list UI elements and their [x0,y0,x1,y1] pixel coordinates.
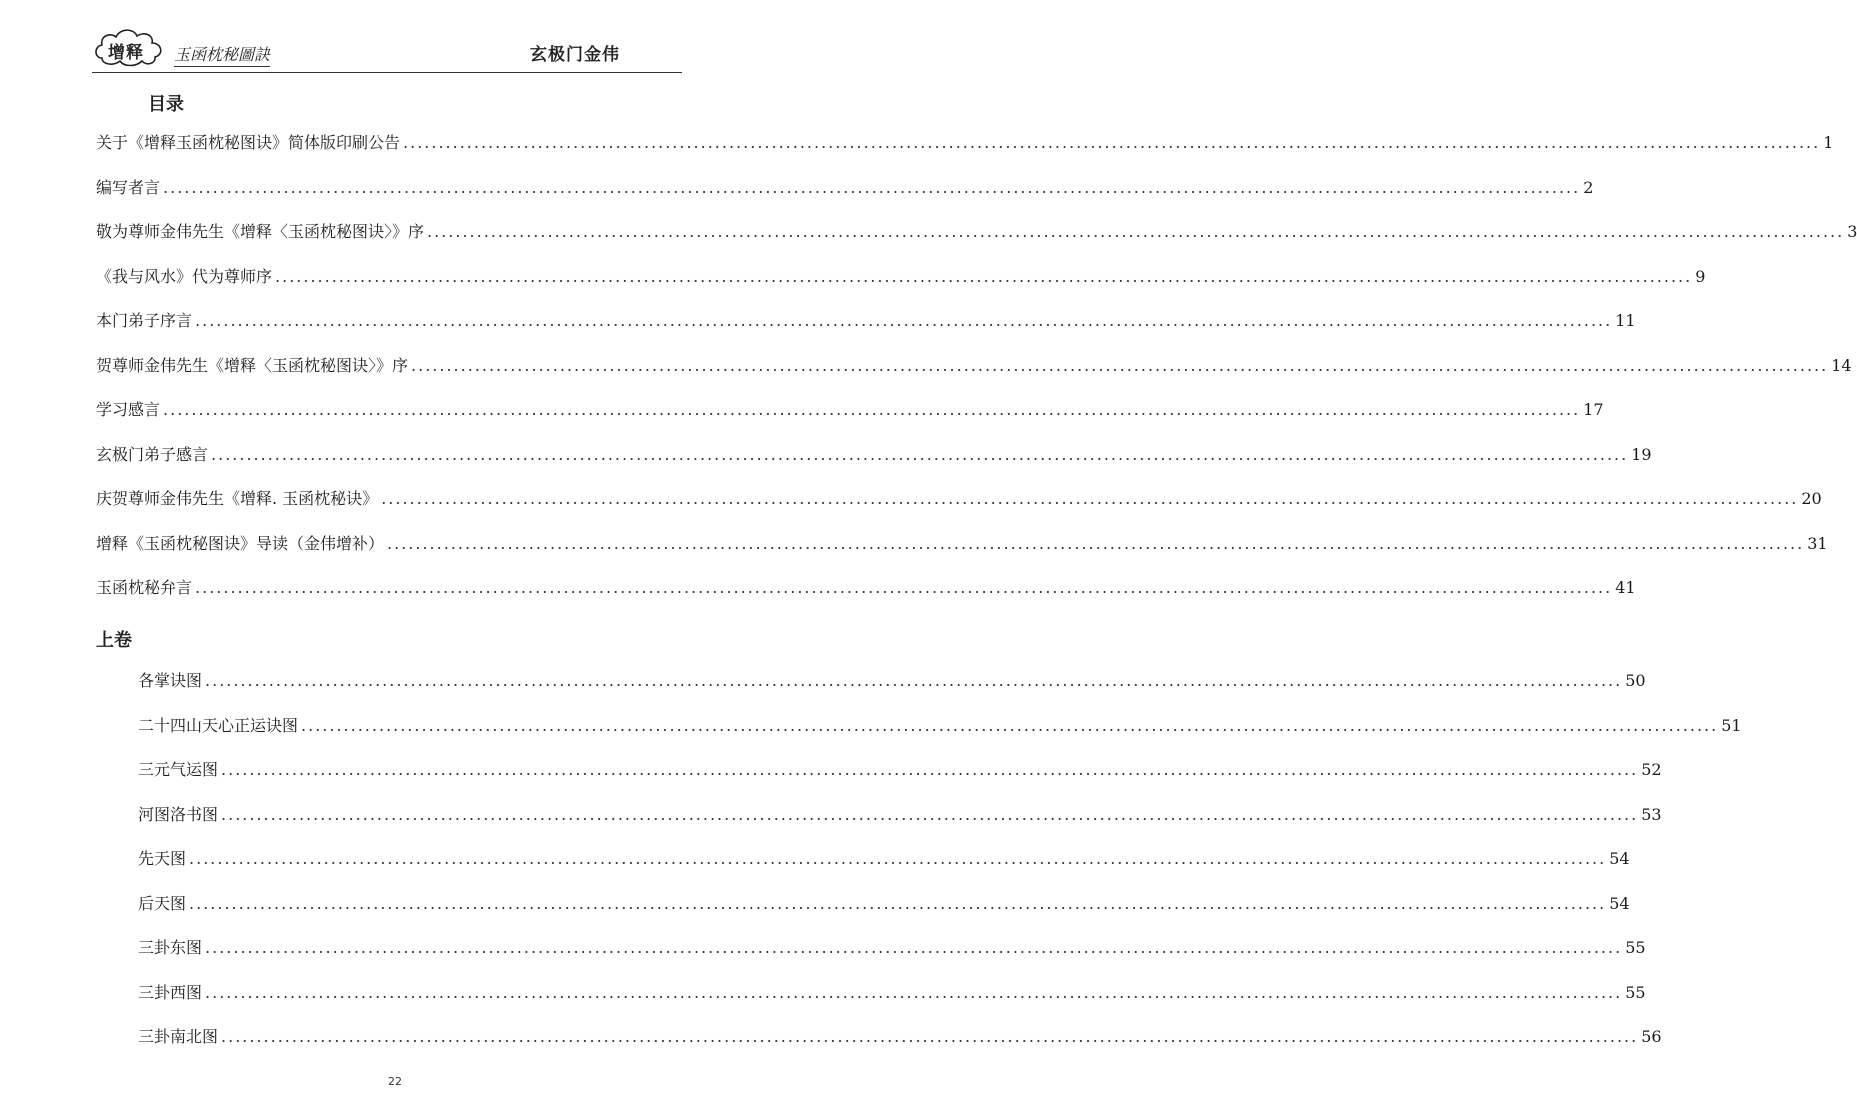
toc-leader-dots: ........................................................................................................................................................................................................ [411,355,1829,375]
toc-entry[interactable] [138,753,1662,781]
toc-entry[interactable] [96,438,1652,466]
toc-entry[interactable] [138,842,1630,870]
toc-entry-title: 《我与风水》代为尊师序 [96,266,273,286]
toc-entry[interactable] [96,260,1706,288]
toc-entry[interactable] [96,126,1834,154]
toc-leader-dots: ........................................................................................................................................................................................................ [221,760,1639,779]
toc-entry-page: 31 [1807,533,1828,553]
toc-entry-title: 三卦东图 [138,938,203,957]
toc-entry-title: 三卦西图 [138,982,203,1002]
toc-entry-title: 三卦南北图 [138,1027,219,1046]
toc-leader-dots: ........................................................................................................................................................................................................ [211,444,1629,464]
toc-entry[interactable] [96,482,1822,510]
toc-entry-title: 本门弟子序言 [96,311,193,330]
toc-entry-page: 55 [1625,982,1646,1002]
toc-entry-page: 53 [1641,804,1662,824]
toc-leader-dots: ........................................................................................................................................................................................................ [403,133,1821,152]
toc-entry-page: 56 [1641,1027,1662,1046]
toc-entry[interactable] [138,1020,1662,1048]
toc-entry[interactable] [138,664,1646,692]
toc-leader-dots: ........................................................................................................................................................................................................ [189,849,1607,868]
toc-leader-dots: ........................................................................................................................................................................................................ [205,938,1623,957]
toc-entry-page: 41 [1615,578,1636,597]
toc-leader-dots: ........................................................................................................................................................................................................ [387,533,1805,553]
toc-entry-page: 51 [1721,715,1742,735]
toc-entry-title: 三元气运图 [138,760,219,779]
toc-entry-title: 河图洛书图 [138,804,219,824]
toc-entry-page: 54 [1609,849,1630,868]
toc-leader-dots: ........................................................................................................................................................................................................ [221,1027,1639,1046]
toc-entry[interactable] [138,931,1646,959]
logo-mark-text: 增释 [108,43,144,63]
toc-entry[interactable] [96,171,1594,199]
toc-leader-dots: ........................................................................................................................................................................................................ [189,893,1607,913]
toc-entry-title: 学习感言 [96,400,161,419]
toc-leader-dots: ........................................................................................................................................................................................................ [163,177,1581,197]
toc-entry-page: 17 [1583,400,1604,419]
header-rule [92,72,682,73]
toc-entry-title: 各掌诀图 [138,671,203,690]
toc-entry-title: 后天图 [138,893,187,913]
toc-entry[interactable] [96,527,1828,555]
toc-entry[interactable] [138,887,1630,915]
toc-entry[interactable] [96,349,1852,377]
toc-entry-title: 关于《增释玉函枕秘图诀》简体版印刷公告 [96,133,401,152]
toc-entry[interactable] [96,393,1604,421]
book-logo [92,22,332,72]
toc-leader-dots: ........................................................................................................................................................................................................ [381,489,1799,508]
toc-leader-dots: ........................................................................................................................................................................................................ [205,671,1623,690]
page-header [0,0,790,80]
toc-entry[interactable] [96,304,1636,332]
toc-entry-title: 编写者言 [96,177,161,197]
toc-entry[interactable] [96,571,1636,599]
author-name: 玄极门金伟 [530,45,620,65]
toc-entry-page: 19 [1631,444,1652,464]
toc-entry-title: 先天图 [138,849,187,868]
toc-entry-title: 二十四山天心正运诀图 [138,715,299,735]
toc-entry-title: 贺尊师金伟先生《增释〈玉函枕秘图诀〉》序 [96,355,409,375]
toc-entry-title: 庆贺尊师金伟先生《增释. 玉函枕秘诀》 [96,489,379,508]
toc-entry[interactable] [138,709,1742,737]
page-number: 22 [388,1075,402,1088]
toc-leader-dots: ........................................................................................................................................................................................................ [195,311,1613,330]
toc-title: 目录 [148,94,184,115]
toc-entry-title: 玄极门弟子感言 [96,444,209,464]
toc-leader-dots: ........................................................................................................................................................................................................ [205,982,1623,1002]
toc-entry-page: 20 [1801,489,1822,508]
toc-entry-page: 1 [1823,133,1834,152]
toc-leader-dots: ........................................................................................................................................................................................................ [195,578,1613,597]
toc-entry-page: 9 [1695,266,1706,286]
toc-entry-title: 敬为尊师金伟先生《增释〈玉函枕秘图诀〉》序 [96,222,425,241]
toc-entry-page: 50 [1625,671,1646,690]
toc-entry-title: 增释《玉函枕秘图诀》导读（金伟增补） [96,533,385,553]
toc-leader-dots: ........................................................................................................................................................................................................ [275,266,1693,286]
toc-entry-page: 3 [1847,222,1857,241]
toc-leader-dots: ........................................................................................................................................................................................................ [163,400,1581,419]
section-title-upper-volume: 上卷 [96,630,132,651]
toc-entry-title: 玉函枕秘弁言 [96,578,193,597]
toc-entry[interactable] [96,215,1857,243]
toc-leader-dots: ........................................................................................................................................................................................................ [427,222,1845,241]
toc-entry-page: 14 [1831,355,1852,375]
toc-entry[interactable] [138,798,1662,826]
toc-entry-page: 52 [1641,760,1662,779]
toc-entry-page: 2 [1583,177,1594,197]
toc-leader-dots: ........................................................................................................................................................................................................ [221,804,1639,824]
toc-entry-page: 11 [1615,311,1636,330]
toc-leader-dots: ........................................................................................................................................................................................................ [301,715,1719,735]
logo-title-text: 玉函枕秘圖訣 [174,42,270,67]
toc-entry-page: 55 [1625,938,1646,957]
toc-entry-page: 54 [1609,893,1630,913]
toc-entry[interactable] [138,976,1646,1004]
